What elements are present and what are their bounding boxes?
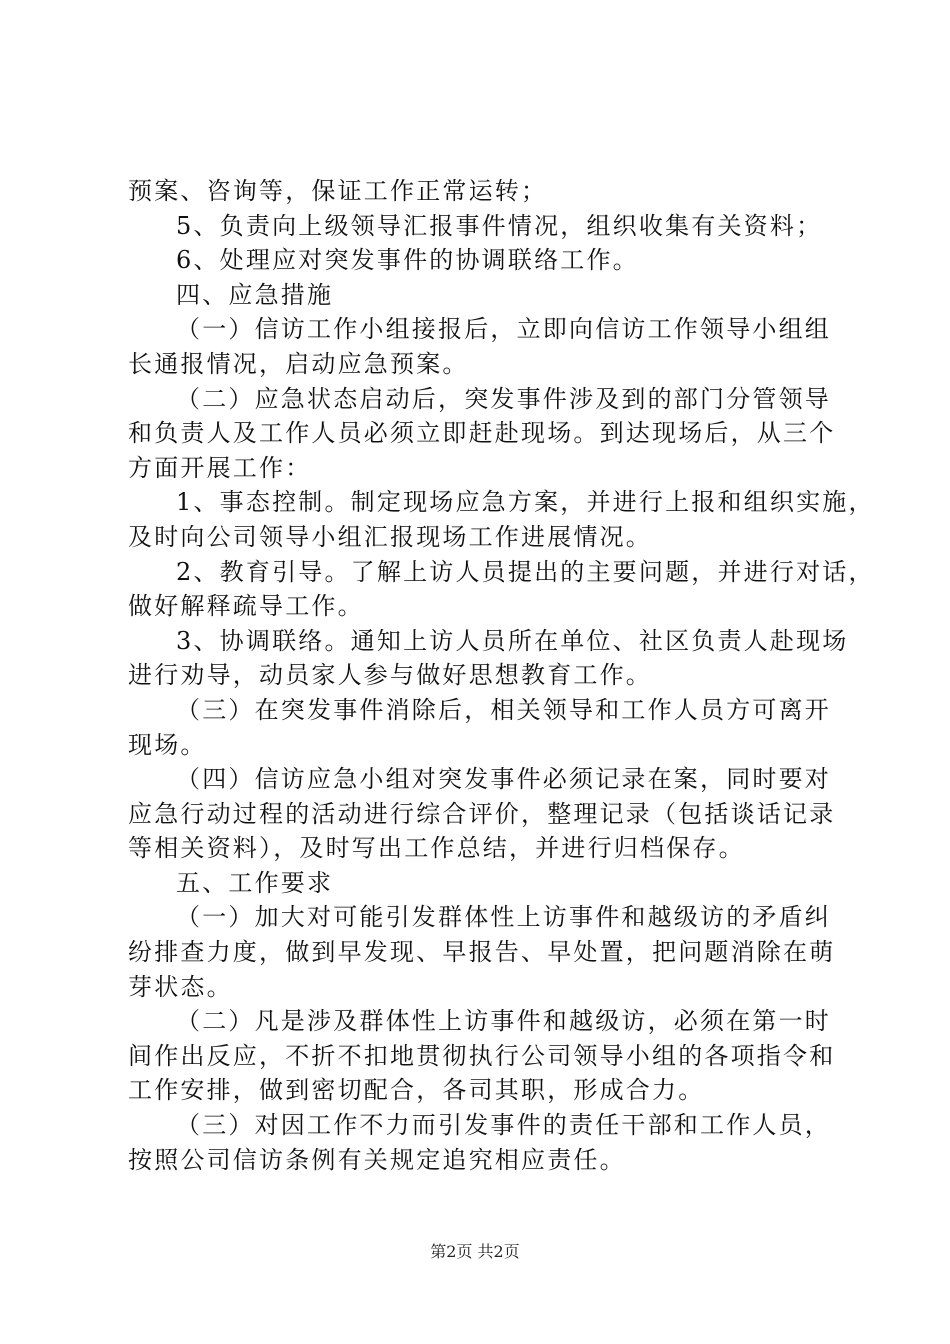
text-line: 工作安排，做到密切配合，各司其职，形成合力。 <box>128 1076 705 1105</box>
document-body <box>128 174 875 1177</box>
text-line: 应急行动过程的活动进行综合评价，整理记录（包括谈话记录 <box>128 799 836 828</box>
text-line: （二）应急状态启动后，突发事件涉及到的部门分管领导 <box>176 384 831 413</box>
page-footer: 第2页 共2页 <box>430 1242 520 1261</box>
text-line: 5、负责向上级领导汇报事件情况，组织收集有关资料； <box>176 211 823 240</box>
text-line: 3、协调联络。通知上访人员所在单位、社区负责人赴现场 <box>176 626 849 655</box>
text-line: 1、事态控制。制定现场应急方案，并进行上报和组织实施， <box>176 488 875 517</box>
text-line: 预案、咨询等，保证工作正常运转； <box>128 177 548 205</box>
text-line: 方面开展工作： <box>128 453 312 482</box>
text-line: 现场。 <box>128 730 207 759</box>
text-line: 进行劝导，动员家人参与做好思想教育工作。 <box>128 661 652 690</box>
text-line: 芽状态。 <box>128 972 233 1001</box>
text-line: 按照公司信访条例有关规定追究相应责任。 <box>128 1145 626 1174</box>
text-line: 长通报情况，启动应急预案。 <box>128 349 469 378</box>
text-line: （四）信访应急小组对突发事件必须记录在案，同时要对 <box>176 765 831 794</box>
text-line: 间作出反应，不折不扣地贯彻执行公司领导小组的各项指令和 <box>128 1041 836 1070</box>
text-line: 及时向公司领导小组汇报现场工作进展情况。 <box>128 522 652 551</box>
text-line: 做好解释疏导工作。 <box>128 592 364 621</box>
text-line: 五、工作要求 <box>176 868 334 897</box>
text-line: 等相关资料），及时写出工作总结，并进行归档保存。 <box>128 834 745 863</box>
text-line: 6、处理应对突发事件的协调联络工作。 <box>176 246 639 275</box>
text-line: 四、应急措施 <box>176 280 334 309</box>
text-line: （二）凡是涉及群体性上访事件和越级访，必须在第一时 <box>176 1007 831 1036</box>
text-line: 和负责人及工作人员必须立即赶赴现场。到达现场后，从三个 <box>128 419 836 448</box>
text-line: 纷排查力度，做到早发现、早报告、早处置，把问题消除在萌 <box>128 938 836 967</box>
text-line: （三）在突发事件消除后，相关领导和工作人员方可离开 <box>176 695 831 724</box>
text-line: 2、教育引导。了解上访人员提出的主要问题，并进行对话， <box>176 557 875 586</box>
text-line: （三）对因工作不力而引发事件的责任干部和工作人员， <box>176 1111 831 1140</box>
text-line: （一）加大对可能引发群体性上访事件和越级访的矛盾纠 <box>176 903 831 932</box>
text-line: （一）信访工作小组接报后，立即向信访工作领导小组组 <box>176 315 831 344</box>
